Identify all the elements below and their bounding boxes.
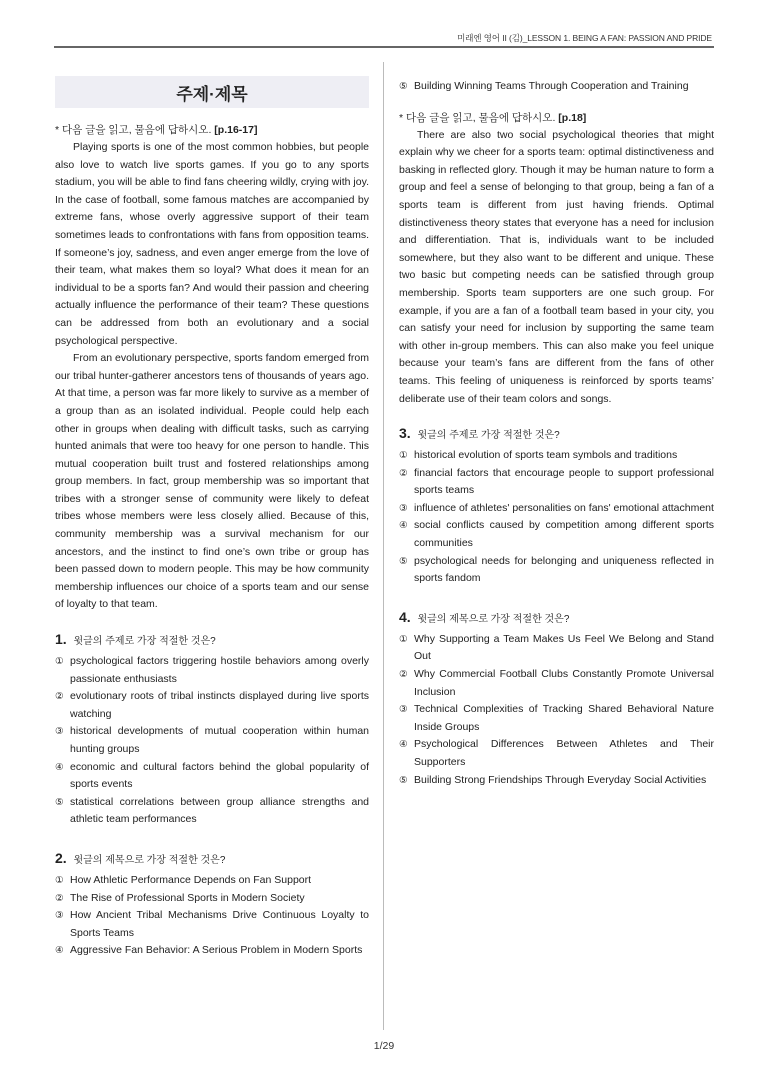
header-text: 미래엔 영어 II (김)_LESSON 1. BEING A FAN: PASSION AND PRIDE (457, 33, 712, 43)
answer-option[interactable] (399, 736, 714, 771)
right-column (399, 76, 714, 789)
page-number: 1/29 (373, 1040, 395, 1052)
question-prompt: 윗글의 제목으로 가장 적절한 것은? (73, 854, 226, 866)
option-mark: ⑤ (55, 796, 64, 808)
option-text: historical developments of mutual cooperation within human hunting groups (70, 725, 369, 755)
left-column (55, 76, 369, 960)
question-prompt: 윗글의 주제로 가장 적절한 것은? (417, 430, 560, 442)
question-prompt: 윗글의 주제로 가장 적절한 것은? (73, 636, 216, 648)
option-mark: ④ (399, 520, 408, 532)
answer-option[interactable] (399, 447, 714, 465)
option-mark: ④ (399, 739, 408, 751)
option-list (55, 653, 369, 829)
column-divider (383, 62, 384, 1030)
option-text: Why Supporting a Team Makes Us Feel We Belong and Stand Out (414, 632, 714, 663)
passage-instruction (55, 122, 369, 139)
option-mark: ③ (55, 910, 64, 922)
passage-instruction (399, 110, 714, 127)
option-text: Building Winning Teams Through Cooperation and Training (414, 80, 689, 92)
option-mark: ④ (55, 761, 64, 773)
passage-paragraph: From an evolutionary perspective, sports fandom emerged from our tribal hunter-gatherer ancestors tens of thousands of years ago. At that time, a person was far more likely to survive as a member of a group than as an isolated individual. People could help each other in groups when dealing with difficult tasks, such as carrying hunted animals that were too heavy for one person to handle. This mutual cooperation built trust and fostered relationships among group members. In fact, group membership was so important that tribes with a stronger sense of community were likely to defeat tribes whose members were less closely allied. Because of this, community membership was a survival mechanism for our ancestors, and the instinct to find one’s own tribe or group has been passed down to modern people. This may be how community membership influences our choice of a sports team and our sense of loyalty to that team. (55, 352, 370, 611)
answer-option[interactable] (55, 759, 369, 794)
answer-option[interactable] (399, 631, 714, 666)
question-2 (55, 849, 369, 960)
answer-option[interactable] (399, 517, 714, 552)
option-text: The Rise of Professional Sports in Modern Society (70, 891, 305, 904)
answer-option[interactable] (399, 701, 714, 736)
question-number: 1. (55, 631, 67, 648)
answer-option[interactable] (399, 78, 714, 96)
header-rule (54, 46, 714, 48)
question-title (399, 608, 714, 629)
answer-option[interactable] (55, 872, 369, 890)
option-mark: ③ (55, 726, 64, 738)
question-prompt: 윗글의 제목으로 가장 적절한 것은? (417, 613, 570, 625)
passage-paragraph: Playing sports is one of the most common hobbies, but people also love to watch live sports games. If you go to any sports stadium, you will be able to find fans cheering wildly, crying with joy. In the case of football, some famous matches are accompanied by extreme fans, whose overly aggressive support of their team sometimes leads to confrontations with fans from opposition teams. If someone’s joy, sadness, and even anger emerge from the love of their team, what makes them so loyal? What does it mean for an individual to be a sports fan? And would their passion and cheering actually influence the performance of their team? These questions can be addressed from both an evolutionary and a social psychological perspective. (55, 141, 369, 347)
page-reference: [p.18] (558, 111, 587, 124)
question-title (399, 424, 714, 445)
option-mark: ⑤ (399, 81, 408, 92)
option-text: Building Strong Friendships Through Everyday Social Activities (414, 773, 707, 786)
option-mark: ① (399, 633, 408, 645)
option-mark: ① (55, 656, 64, 668)
option-text: historical evolution of sports team symbols and traditions (414, 449, 678, 462)
option-mark: ⑤ (399, 555, 408, 567)
option-text: statistical correlations between group alliance strengths and athletic team performances (70, 795, 369, 826)
option-text: How Ancient Tribal Mechanisms Drive Continuous Loyalty to Sports Teams (70, 909, 369, 939)
answer-option[interactable] (55, 890, 369, 908)
option-text: financial factors that encourage people to support professional sports teams (414, 466, 714, 497)
instruction-text: * 다음 글을 읽고, 물음에 답하시오. (399, 111, 556, 124)
option-mark: ② (399, 467, 408, 479)
option-text: psychological needs for belonging and uniqueness reflected in sports fandom (414, 554, 714, 585)
option-list-continued (399, 78, 714, 96)
option-text: psychological factors triggering hostile behaviors among overly passionate enthusiasts (70, 655, 369, 685)
passage-paragraph: There are also two social psychological theories that might explain why we cheer for a sports team: optimal distinctiveness and basking in reflected glory. Though it may be human nature to form a group and feel a sense of belonging to that group, being a fan of a sports team is different from just having friends. Optimal distinctiveness theory states that everyone has a need for inclusion and differentiation. That is, individuals want to be included somewhere, but they also want to be different and unique. These two basic but competing needs can be satisfied through group membership. Sports team supporters are one such group. For example, if you are a fan of a football team based in your city, you can satisfy your need for inclusion by supporting the same team with other in-group members. This can also make you feel unique because your team’s fans are different from the fans of other teams. This feeling of uniqueness is reinforced by sports teams’ deliberate use of their team colors and songs. (399, 128, 714, 405)
answer-option[interactable] (399, 500, 714, 518)
option-text: evolutionary roots of tribal instincts displayed during live sports watching (70, 690, 369, 720)
option-text: Aggressive Fan Behavior: A Serious Problem in Modern Sports (70, 944, 363, 957)
question-title (55, 849, 369, 870)
option-list (399, 631, 714, 789)
option-mark: ① (55, 874, 64, 886)
question-title (55, 630, 369, 651)
answer-option[interactable] (55, 723, 369, 758)
answer-option[interactable] (55, 688, 369, 723)
option-text: Technical Complexities of Tracking Shared Behavioral Nature Inside Groups (414, 703, 714, 733)
answer-option[interactable] (55, 794, 369, 829)
option-list (55, 872, 369, 960)
answer-option[interactable] (399, 666, 714, 701)
option-text: Why Commercial Football Clubs Constantly Promote Universal Inclusion (414, 668, 714, 698)
option-mark: ② (55, 892, 64, 904)
answer-option[interactable] (55, 653, 369, 688)
question-number: 3. (399, 425, 411, 442)
question-4 (399, 608, 714, 789)
option-text: How Athletic Performance Depends on Fan Support (70, 873, 312, 886)
option-mark: ④ (55, 945, 64, 957)
option-text: influence of athletes' personalities on fans' emotional attachment (414, 501, 714, 514)
answer-option[interactable] (399, 553, 714, 588)
option-text: economic and cultural factors behind the global popularity of sports events (70, 760, 369, 791)
question-1 (55, 630, 369, 829)
option-mark: ② (399, 669, 408, 681)
question-number: 4. (399, 608, 411, 625)
instruction-text: * 다음 글을 읽고, 물음에 답하시오. (55, 124, 212, 136)
answer-option[interactable] (399, 465, 714, 500)
option-text: Psychological Differences Between Athletes and Their Supporters (414, 738, 714, 768)
page-reference: [p.16-17] (214, 124, 258, 136)
option-mark: ③ (399, 704, 408, 716)
section-title: 주제·제목 (55, 76, 369, 108)
answer-option[interactable] (55, 907, 369, 942)
option-mark: ② (55, 691, 64, 703)
option-mark: ① (399, 450, 408, 462)
question-number: 2. (55, 849, 67, 866)
answer-option[interactable] (399, 772, 714, 790)
option-mark: ⑤ (399, 774, 408, 786)
option-text: social conflicts caused by competition among different sports communities (414, 519, 714, 550)
option-mark: ③ (399, 502, 408, 514)
answer-option[interactable] (55, 942, 369, 960)
option-list (399, 447, 714, 588)
question-3 (399, 424, 714, 588)
